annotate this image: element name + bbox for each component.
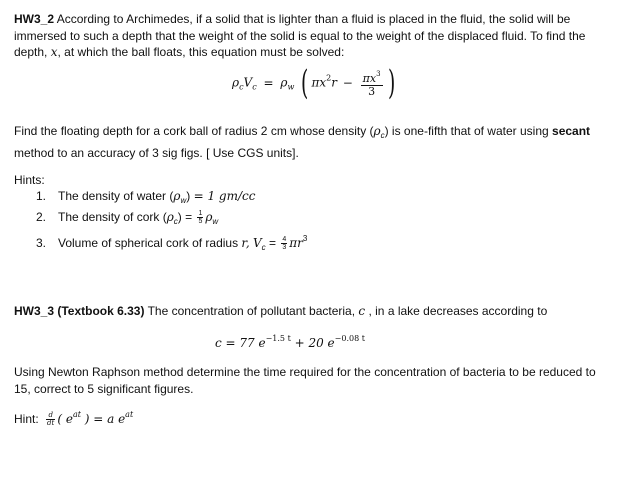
task-text-c: method to an accuracy of 3 sig figs. [ Use CGS units]. bbox=[14, 145, 299, 160]
hw3-3-intro: HW3_3 (Textbook 6.33) The concentration of pollutant bacteria, c , in a lake decreases according to bbox=[14, 304, 548, 318]
rho-subscript: c bbox=[380, 131, 385, 140]
hw3-2-title: HW3_2 bbox=[14, 12, 55, 26]
hint-item-3: 3. Volume of spherical cork of radius r, $V_c$ = $\frac{4}{3}$ $\pi r^3$ bbox=[36, 234, 308, 252]
hw3-2-var-x: x bbox=[50, 45, 58, 59]
bacteria-equation: c = 77 $e^{-1.5 t} + 20$ $e^{-0.08 t}$ bbox=[215, 334, 365, 350]
archimedes-equation: $\rho_cV_c = \rho_w$ ( $\pi x^2r$ − $\frac{\pi x^3}{3}$ ) bbox=[232, 63, 395, 103]
hw3-2-intro-text: According to Archimedes, if a solid that is lighter than a fluid is placed in the fluid, the solid will be immersed to such a depth that the weight of the solid is equal to the weight of the displaced fluid. To find the depth, bbox=[14, 12, 586, 59]
hw3-3-task: Using Newton Raphson method determine the time required for the concentration of bacteria to be reduced to 15, correct to 5 significant figures. bbox=[14, 365, 596, 396]
hw3-2-intro bbox=[14, 11, 614, 61]
hints-label: Hints: bbox=[14, 173, 45, 187]
hw3-2-intro-end: , at which the ball floats, this equation must be solved: bbox=[57, 45, 345, 59]
hint-item-2: 2. The density of cork $(\rho_c)$ = $\frac{1}{5}$ $\rho_w$ bbox=[36, 210, 219, 226]
task-method: secant bbox=[552, 124, 591, 138]
task-text-a: Find the floating depth for a cork ball of radius 2 cm whose density ( bbox=[14, 124, 374, 138]
derivative-hint: Hint: $\frac{d}{dt}$ ( $e^{at}$ ) = a $e^{at}$ bbox=[14, 410, 134, 428]
rho-symbol: ρ bbox=[373, 124, 381, 138]
hw3-3-title: HW3_3 (Textbook 6.33) bbox=[14, 304, 145, 318]
task-text-b: ) is one-fifth that of water using bbox=[384, 124, 553, 138]
hint-item-1: 1. The density of water $(\rho_w) = 1$ gm/cc bbox=[36, 189, 256, 205]
hw3-2-task bbox=[14, 123, 614, 161]
